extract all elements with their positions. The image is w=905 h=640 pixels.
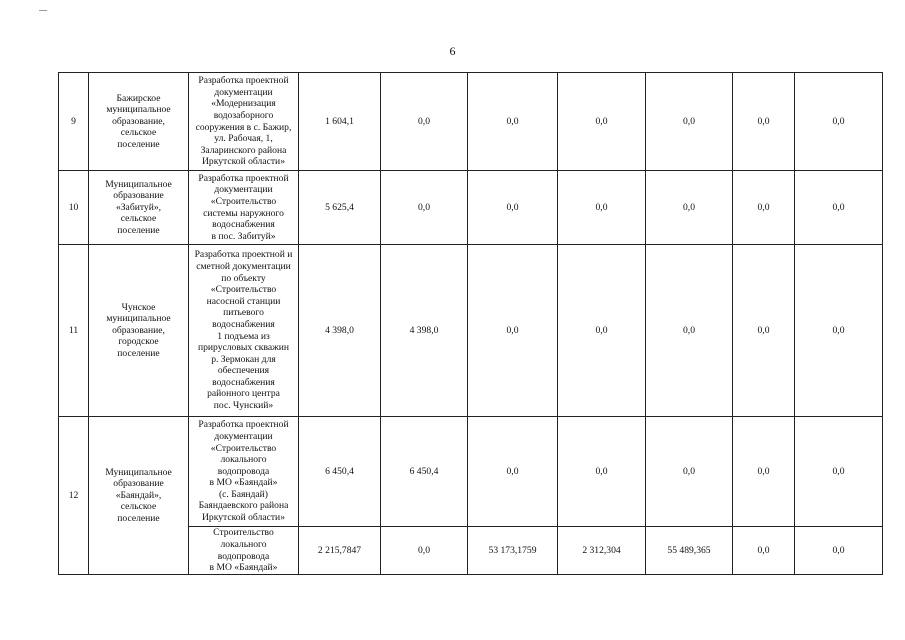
value-cell: 0,0 [795, 171, 883, 245]
value-cell: 0,0 [795, 73, 883, 171]
value-cell: 0,0 [733, 417, 795, 527]
budget-table [58, 72, 883, 575]
value-cell: 0,0 [733, 527, 795, 575]
row-number: 11 [59, 245, 89, 417]
value-cell: 0,0 [558, 417, 646, 527]
table-row [59, 245, 883, 417]
value-cell: 0,0 [795, 527, 883, 575]
value-cell: 0,0 [646, 73, 733, 171]
project-cell: Разработка проектной документации «Строительство локального водопровода в МО «Баяндай» (с. Баяндай) Баяндаевского района Иркутской области» [189, 417, 299, 527]
value-cell: 0,0 [733, 245, 795, 417]
value-cell: 0,0 [558, 171, 646, 245]
table-row [59, 73, 883, 171]
municipality-cell: Чунское муниципальное образование, городское поселение [89, 245, 189, 417]
row-number: 12 [59, 417, 89, 575]
value-cell: 6 450,4 [299, 417, 381, 527]
value-cell: 53 173,1759 [468, 527, 558, 575]
value-cell: 0,0 [468, 417, 558, 527]
value-cell: 2 312,304 [558, 527, 646, 575]
value-cell: 0,0 [795, 245, 883, 417]
value-cell: 4 398,0 [299, 245, 381, 417]
municipality-cell: Бажирское муниципальное образование, сельское поселение [89, 73, 189, 171]
value-cell: 0,0 [795, 417, 883, 527]
value-cell: 0,0 [468, 171, 558, 245]
municipality-cell: Муниципальное образование «Баяндай», сельское поселение [89, 417, 189, 575]
municipality-cell: Муниципальное образование «Забитуй», сельское поселение [89, 171, 189, 245]
value-cell: 0,0 [646, 417, 733, 527]
value-cell: 0,0 [558, 245, 646, 417]
value-cell: 55 489,365 [646, 527, 733, 575]
project-cell: Строительство локального водопровода в МО «Баяндай» [189, 527, 299, 575]
scan-corner-mark [39, 10, 47, 19]
value-cell: 0,0 [468, 73, 558, 171]
value-cell: 1 604,1 [299, 73, 381, 171]
value-cell: 0,0 [558, 73, 646, 171]
value-cell: 0,0 [733, 73, 795, 171]
row-number: 9 [59, 73, 89, 171]
value-cell: 5 625,4 [299, 171, 381, 245]
value-cell: 0,0 [381, 73, 468, 171]
value-cell: 0,0 [646, 171, 733, 245]
page-number: 6 [449, 44, 456, 58]
value-cell: 0,0 [468, 245, 558, 417]
value-cell: 0,0 [646, 245, 733, 417]
table-row [59, 417, 883, 527]
value-cell: 4 398,0 [381, 245, 468, 417]
value-cell: 6 450,4 [381, 417, 468, 527]
value-cell: 0,0 [733, 171, 795, 245]
row-number: 10 [59, 171, 89, 245]
project-cell: Разработка проектной и сметной документации по объекту «Строительство насосной станции питьевого водоснабжения 1 подъема из прирусловых скважин р. Зермокан для обеспечения водоснабжения районного центра пос. Чунский» [189, 245, 299, 417]
project-cell: Разработка проектной документации «Модернизация водозаборного сооружения в с. Бажир, ул. Рабочая, 1, Заларинского района Иркутской области» [189, 73, 299, 171]
table-row [59, 171, 883, 245]
value-cell: 0,0 [381, 527, 468, 575]
value-cell: 2 215,7847 [299, 527, 381, 575]
value-cell: 0,0 [381, 171, 468, 245]
project-cell: Разработка проектной документации «Строительство системы наружного водоснабжения в пос. Забитуй» [189, 171, 299, 245]
